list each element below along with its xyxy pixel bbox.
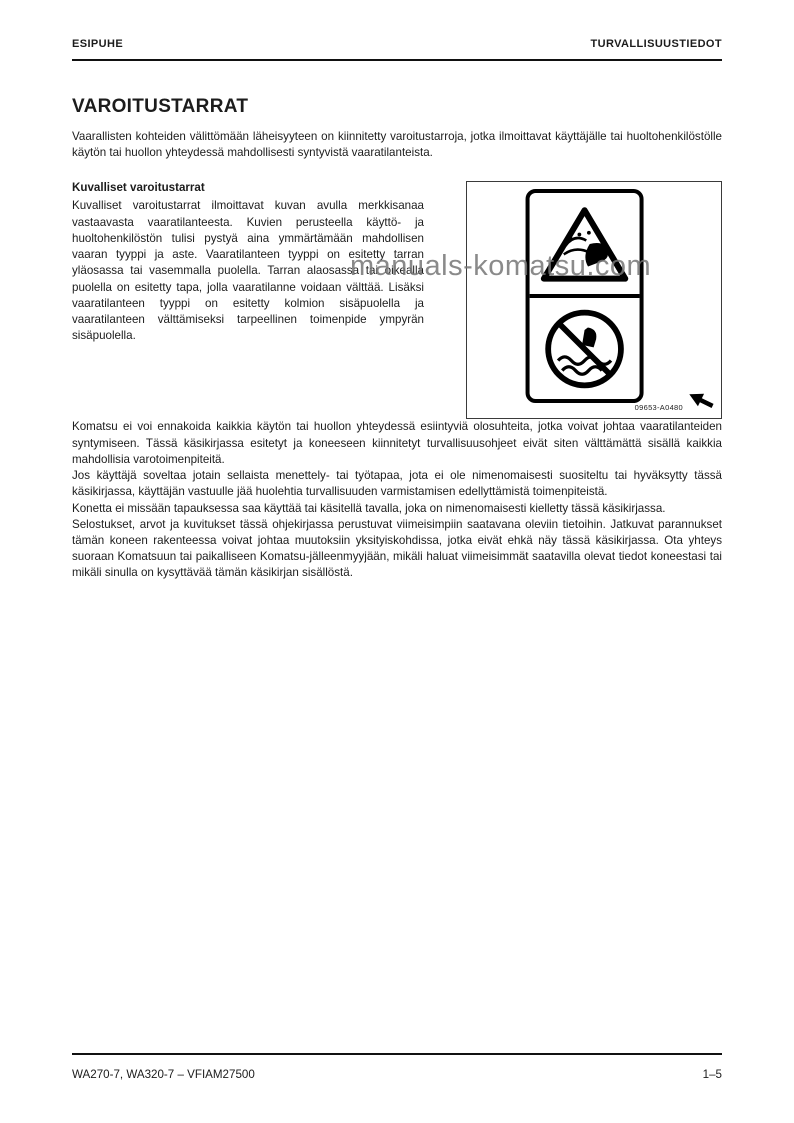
page-header: [72, 38, 722, 61]
footer-model-code: WA270-7, WA320-7 – VFIAM27500: [72, 1068, 255, 1081]
page-title: VAROITUSTARRAT: [72, 96, 249, 117]
body-paragraph-4: Selostukset, arvot ja kuvitukset tässä ohjekirjassa perustuvat viimeisimpiin saatavana oleviin tietoihin. Jatkuvat parannukset tämän koneen rakenteessa voivat johtaa muutoksiin yksityiskohdissa, jotka eivät ehkä näy tässä käsikirjassa. Ota yhteys suoraan Komatsuun tai paikalliseen Komatsu-jälleenmyyjään, mikäli haluat viimeisimmät saatavilla olevat tiedot koneestasi tai mikäli sinulla on kysyttävää tämän käsikirjan sisällöstä.: [72, 517, 722, 580]
pointer-arrow-icon: [684, 385, 718, 415]
header-left-title: ESIPUHE: [72, 38, 124, 50]
body-paragraph-2: Jos käyttäjä soveltaa jotain sellaista menettely- tai työtapaa, jota ei ole nimenomaisesti suositeltu tai hyväksytty tässä käsikirjassa, käyttäjän vastuulle jää huolehtia turvallisuuden varmistamisen edellyttämistä toimenpiteistä.: [72, 469, 722, 499]
watermark-text: manuals-komatsu.com: [350, 250, 652, 282]
label-part-number: 09653-A0480: [634, 403, 683, 413]
page-footer: [72, 1053, 722, 1081]
section-body-paragraph: Kuvalliset varoitustarrat ilmoittavat kuvan avulla merkkisanaa vastaavasta vaaratilanteesta. Kuvien perusteella käyttö- ja huoltohenkilöstön tulisi pystyä aina ymmärtämään mahdollisen vaaran tyyppi ja aste. Vaaratilanteen tyyppi on esitetty tarran yläosassa tai vasemmalla puolella. Tarran alaosassa tai oikealla puolella on esitetty tapa, jolla vaaratilanne voidaan välttää. Lisäksi vaaratilanteen tyyppi on esitetty kolmion sisäpuolella ja vaaratilanteen välttämiseksi tarpeellinen toimenpide ympyrän sisäpuolella.: [72, 199, 424, 343]
section-heading: Kuvalliset varoitustarrat: [72, 181, 205, 195]
warning-label-figure: [466, 181, 722, 419]
header-right-title: TURVALLISUUSTIEDOT: [590, 38, 722, 50]
prohibition-cell: [530, 298, 640, 399]
body-paragraph-1: Komatsu ei voi ennakoida kaikkia käytön tai huollon yhteydessä esiintyviä olosuhteita, jotka voivat johtaa vaaratilanteiden syntymiseen. Tässä käsikirjassa esitetyt ja koneeseen kiinnitetyt turvallisuusohjeet eivät siten välttämättä sisällä kaikkia mahdollisia varotoimenpiteitä.: [72, 420, 722, 466]
page-content: [72, 96, 722, 582]
intro-paragraph: Vaarallisten kohteiden välittömään läheisyyteen on kiinnitetty varoitustarroja, jotka ilmoittavat käyttäjälle tai huoltohenkilöstölle käytön tai huollon yhteydessä mahdollisesti syntyvistä vaaratilanteista.: [72, 130, 722, 160]
warning-label-plate: [526, 189, 644, 403]
two-column-section: [72, 181, 722, 419]
no-touch-prohibition-icon: [542, 306, 628, 392]
body-paragraph-3: Konetta ei missään tapauksessa saa käyttää tai käsitellä tavalla, joka on nimenomaisesti kielletty tässä käsikirjassa.: [72, 501, 666, 515]
footer-page-number: 1–5: [702, 1068, 722, 1081]
